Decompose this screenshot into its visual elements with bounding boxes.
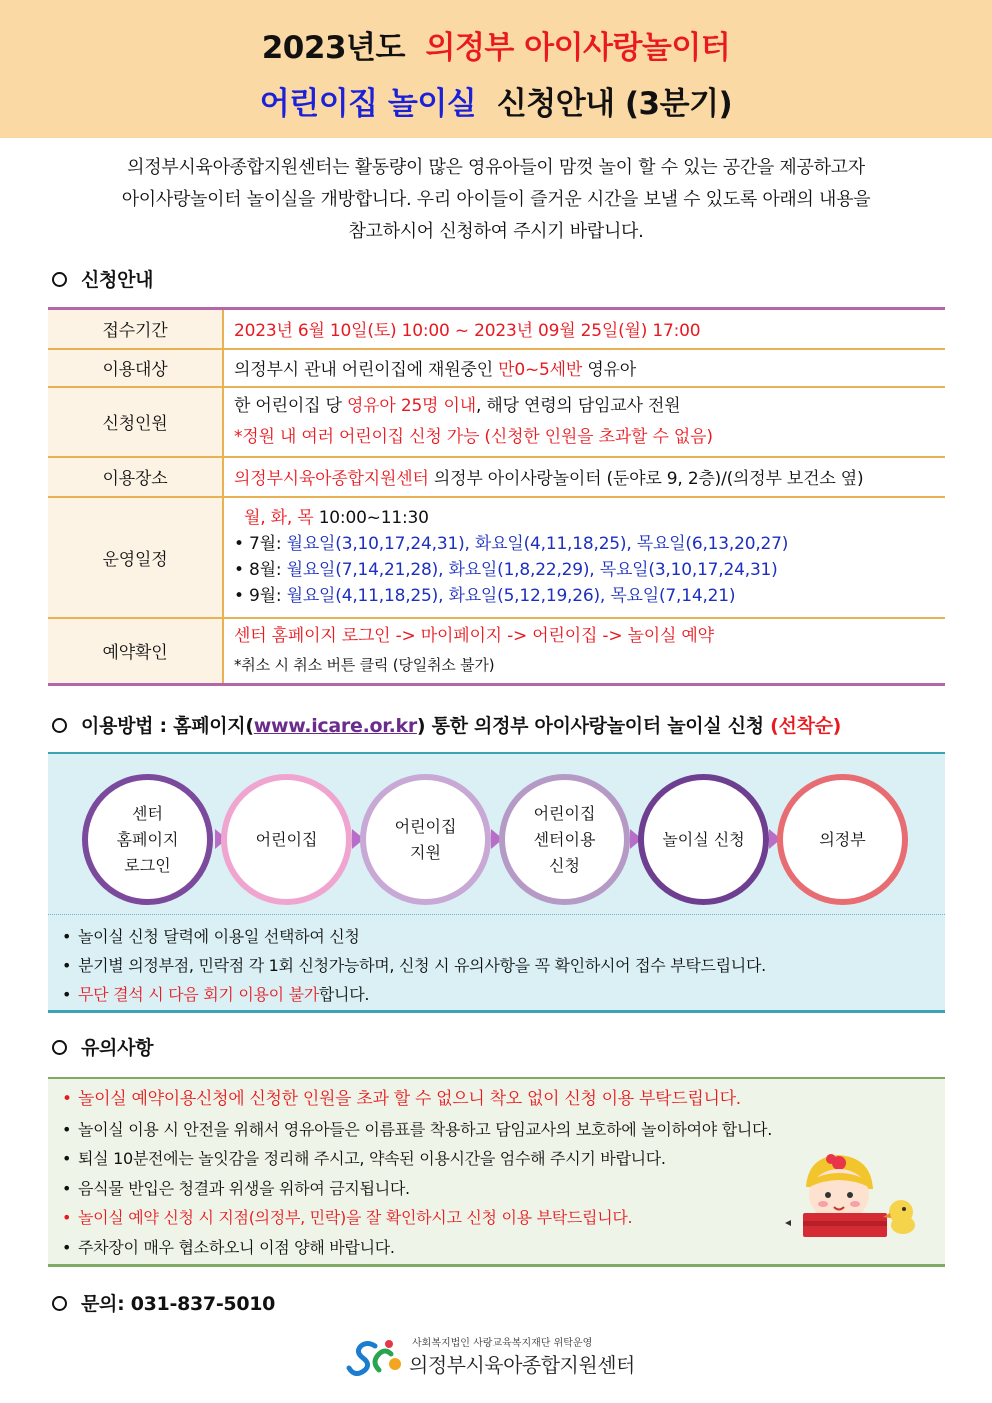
- intro-paragraph: [40, 152, 952, 248]
- title-room: 어린이집 놀이실: [259, 86, 477, 122]
- info-row-people: [48, 387, 945, 457]
- contact-phone: 문의: 031-837-5010: [81, 1293, 276, 1315]
- intro-line: 의정부시육아종합지원센터는 활동량이 많은 영유아들이 맘껏 놀이 할 수 있는 공간을 제공하고자: [127, 157, 865, 178]
- flow-step-login: [82, 774, 213, 905]
- flow-step-room-apply: [638, 774, 769, 905]
- list-item: • 놀이실 예약 신청 시 지점(의정부, 민락)을 잘 확인하시고 신청 이용 부탁드립니다.: [62, 1203, 772, 1233]
- info-table: [48, 307, 945, 686]
- info-row-period: [48, 309, 945, 349]
- info-value: [223, 457, 945, 497]
- title-suffix: 신청안내 (3분기): [496, 86, 733, 122]
- info-value: [223, 497, 945, 618]
- info-value: [223, 349, 945, 387]
- month-dates: 월요일(3,10,17,24,31), 화요일(4,11,18,25), 목요일(6,13,20,27): [286, 534, 789, 554]
- flow-step-center-use: [499, 774, 630, 905]
- list-item: • 놀이실 신청 달력에 이용일 선택하여 신청: [62, 922, 766, 951]
- confirm-note: *취소 시 취소 버튼 클릭 (당일취소 불가): [234, 655, 495, 674]
- flow-step-daycare: [221, 774, 352, 905]
- month-dates: 월요일(7,14,21,28), 화요일(1,8,22,29), 목요일(3,10,17,24,31): [286, 560, 778, 580]
- list-item: • 분기별 의정부점, 민락점 각 1회 신청가능하며, 신청 시 유의사항을 꼭 확인하시어 접수 부탁드립니다.: [62, 951, 766, 980]
- step-text: 어린이집: [255, 829, 318, 849]
- info-label: 접수기간: [48, 309, 223, 349]
- list-item: • 음식물 반입은 청결과 위생을 위하여 금지됩니다.: [62, 1174, 772, 1204]
- bullet-circle-icon: [52, 1040, 67, 1055]
- homepage-link[interactable]: www.icare.or.kr: [253, 715, 417, 737]
- step-text: 센터이용: [533, 829, 596, 849]
- bullet-circle-icon: [52, 272, 67, 287]
- info-row-place: [48, 457, 945, 497]
- info-label: 신청인원: [48, 387, 223, 457]
- intro-line: 아이사랑놀이터 놀이실을 개방합니다. 우리 아이들이 즐거운 시간을 보낼 수 있도록 아래의 내용을: [121, 189, 871, 210]
- section-precautions: [52, 1033, 153, 1060]
- info-label: 예약확인: [48, 618, 223, 685]
- info-row-target: [48, 349, 945, 387]
- flow-step-support: [360, 774, 491, 905]
- title-year: 2023년도: [261, 30, 405, 66]
- info-label: 운영일정: [48, 497, 223, 618]
- info-line: [234, 391, 945, 422]
- process-flow-panel: [48, 752, 945, 1013]
- title-line-2: [0, 78, 992, 123]
- step-text: 지원: [410, 842, 441, 862]
- list-item: • 퇴실 10분전에는 놀잇감을 정리해 주시고, 약속된 이용시간을 엄수해 주시기 바랍니다.: [62, 1144, 772, 1174]
- step-text: 어린이집: [394, 816, 457, 836]
- month-label: 9월:: [249, 586, 287, 606]
- divider: [48, 914, 945, 915]
- month-dates: 월요일(4,11,18,25), 화요일(5,12,19,26), 목요일(7,14,21): [286, 586, 736, 606]
- title-banner: [0, 0, 992, 138]
- month-label: 7월:: [249, 534, 287, 554]
- info-highlight: 만0~5세반: [498, 360, 583, 380]
- bullet-circle-icon: [52, 1296, 67, 1311]
- list-item: • 주차장이 매우 협소하오니 이점 양해 바랍니다.: [62, 1233, 772, 1263]
- schedule-time: [234, 505, 945, 531]
- section-application-info: [52, 265, 153, 292]
- info-note: *정원 내 여러 어린이집 신청 가능 (신청한 인원을 초과할 수 없음): [234, 426, 713, 447]
- info-highlight: 영유아 25명 이내: [346, 395, 476, 416]
- info-value: [223, 618, 945, 685]
- info-label: 이용장소: [48, 457, 223, 497]
- flow-notes-list: [62, 922, 766, 1009]
- info-text: 영유아: [582, 360, 636, 380]
- step-text: 신청: [549, 855, 580, 875]
- step-text: 로그인: [124, 855, 171, 875]
- logo-name: 의정부시육아종합지원센터: [409, 1353, 635, 1377]
- step-text: 센터: [132, 803, 163, 823]
- section-title: 신청안내: [81, 269, 154, 291]
- schedule-hours: 10:00~11:30: [313, 508, 429, 528]
- info-row-confirm: [48, 618, 945, 685]
- info-text: , 해당 연령의 담임교사 전원: [475, 395, 681, 416]
- list-item: • 놀이실 예약이용신청에 신청한 인원을 초과 할 수 없으니 착오 없이 신청 이용 부탁드립니다.: [62, 1085, 772, 1115]
- contact-info: [52, 1289, 275, 1316]
- section-title: ) 통한 의정부 아이사랑놀이터 놀이실 신청: [416, 715, 771, 737]
- list-item: • 놀이실 이용 시 안전을 위해서 영유아들은 이름표를 착용하고 담임교사의 보호하에 놀이하여야 합니다.: [62, 1115, 772, 1145]
- title-place: 의정부 아이사랑놀이터: [425, 30, 731, 66]
- step-text: 홈페이지: [116, 829, 179, 849]
- precautions-list: [62, 1085, 772, 1262]
- info-highlight: 의정부시육아종합지원센터: [234, 469, 429, 489]
- title-line-1: [0, 22, 992, 67]
- confirm-path: 센터 홈페이지 로그인 -> 마이페이지 -> 어린이집 -> 놀이실 예약: [234, 625, 714, 646]
- precautions-panel: [48, 1077, 945, 1267]
- step-text: 놀이실 신청: [662, 829, 745, 849]
- warning-text: 무단 결석 시 다음 회기 이용이 불가: [78, 985, 319, 1004]
- section-title: 유의사항: [81, 1037, 154, 1059]
- info-value: 2023년 6월 10일(토) 10:00 ~ 2023년 09월 25일(월) 17:00: [223, 309, 945, 349]
- info-label: 이용대상: [48, 349, 223, 387]
- logo-subtitle: 사회복지법인 사랑교육복지재단 위탁운영: [412, 1338, 593, 1349]
- note-text: 합니다.: [318, 985, 370, 1004]
- organization-logo: [345, 1334, 665, 1380]
- month-label: 8월:: [249, 560, 287, 580]
- first-come-note: (선착순): [770, 715, 842, 737]
- schedule-month: • 9월: 월요일(4,11,18,25), 화요일(5,12,19,26), 목요일(7,14,21): [234, 586, 736, 606]
- info-text: 의정부시 관내 어린이집에 재원중인: [234, 360, 499, 380]
- logo-mark-icon: [345, 1338, 405, 1380]
- step-text: 의정부: [819, 829, 866, 849]
- list-item: [62, 980, 766, 1009]
- schedule-month: • 8월: 월요일(7,14,21,28), 화요일(1,8,22,29), 목요일(3,10,17,24,31): [234, 560, 778, 580]
- info-text: 한 어린이집 당: [234, 395, 347, 416]
- step-text: 어린이집: [533, 803, 596, 823]
- intro-line: 참고하시어 신청하여 주시기 바랍니다.: [348, 221, 644, 242]
- schedule-days: 월, 화, 목: [244, 508, 314, 528]
- info-row-schedule: [48, 497, 945, 618]
- info-text: 의정부 아이사랑놀이터 (둔야로 9, 2층)/(의정부 보건소 옆): [428, 469, 864, 489]
- info-value: [223, 387, 945, 457]
- child-mascot-icon: [783, 1147, 918, 1242]
- schedule-month: • 7월: 월요일(3,10,17,24,31), 화요일(4,11,18,25), 목요일(6,13,20,27): [234, 534, 789, 554]
- flow-step-branch: [777, 774, 908, 905]
- section-how-to-use: [52, 711, 841, 738]
- bullet-circle-icon: [52, 718, 67, 733]
- section-title: 이용방법 : 홈페이지(: [81, 715, 254, 737]
